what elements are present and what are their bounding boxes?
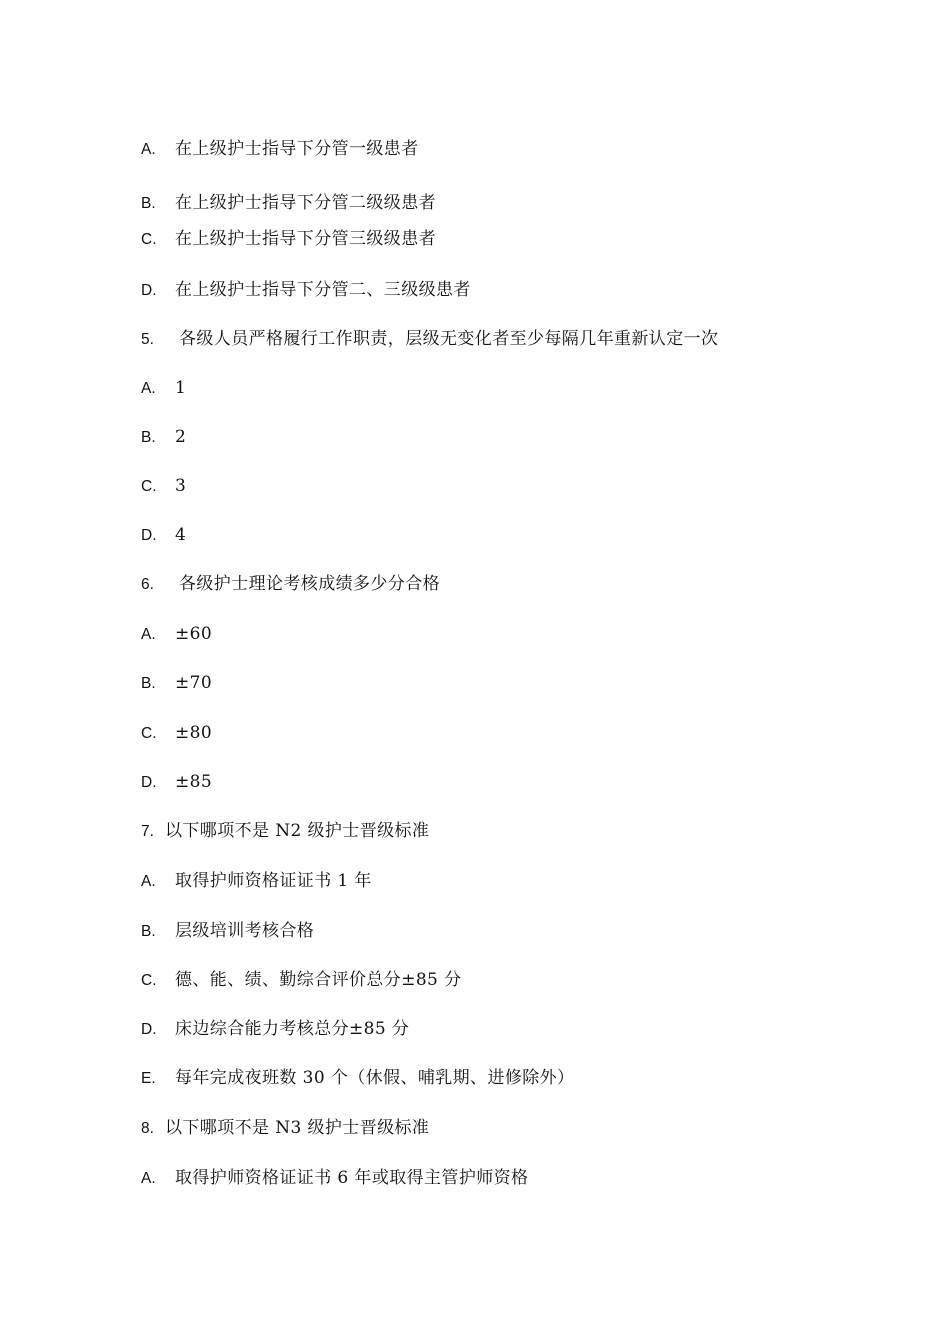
question-number: 5. — [141, 331, 154, 348]
option-line — [141, 279, 471, 301]
option-marker: E. — [141, 1070, 156, 1087]
question-line — [141, 573, 440, 595]
option-marker: C. — [141, 972, 157, 989]
option-marker: B. — [141, 923, 156, 940]
option-marker: A. — [141, 141, 156, 158]
option-line — [141, 138, 419, 160]
question-text: 各级护士理论考核成绩多少分合格 — [179, 574, 440, 594]
option-marker: A. — [141, 873, 156, 890]
question-text: 以下哪项不是 N2 级护士晋级标准 — [165, 821, 430, 841]
option-marker: D. — [141, 774, 157, 791]
option-text: 1 — [175, 378, 187, 398]
option-marker: B. — [141, 429, 156, 446]
option-text: 每年完成夜班数 30 个（休假、哺乳期、进修除外） — [175, 1068, 575, 1088]
option-text: 在上级护士指导下分管二、三级级患者 — [175, 280, 471, 300]
option-line — [141, 475, 186, 497]
option-text: 德、能、绩、勤综合评价总分±85 分 — [175, 970, 462, 990]
option-text: ±85 — [175, 772, 213, 792]
option-text: ±70 — [175, 673, 213, 693]
question-number: 6. — [141, 576, 154, 593]
option-line — [141, 524, 186, 546]
option-text: ±80 — [175, 723, 213, 743]
option-text: ±60 — [175, 624, 213, 644]
option-marker: C. — [141, 231, 157, 248]
option-marker: B. — [141, 675, 156, 692]
option-line — [141, 192, 436, 214]
option-marker: A. — [141, 626, 156, 643]
option-marker: A. — [141, 380, 156, 397]
option-marker: C. — [141, 478, 157, 495]
option-line — [141, 1018, 409, 1040]
question-number: 7. — [141, 823, 154, 840]
option-text: 3 — [175, 476, 187, 496]
option-line — [141, 623, 212, 645]
option-text: 层级培训考核合格 — [175, 921, 315, 941]
question-line — [141, 328, 718, 350]
option-line — [141, 377, 186, 399]
question-line — [141, 820, 429, 842]
option-marker: A. — [141, 1170, 156, 1187]
option-text: 床边综合能力考核总分±85 分 — [175, 1019, 410, 1039]
option-text: 在上级护士指导下分管二级级患者 — [175, 193, 436, 213]
option-line — [141, 228, 436, 250]
option-marker: D. — [141, 282, 157, 299]
option-text: 4 — [175, 525, 187, 545]
option-text: 2 — [175, 427, 187, 447]
option-line — [141, 969, 461, 991]
option-text: 取得护师资格证证书 1 年 — [175, 871, 372, 891]
option-marker: C. — [141, 725, 157, 742]
option-line — [141, 672, 212, 694]
option-line — [141, 870, 372, 892]
option-text: 取得护师资格证证书 6 年或取得主管护师资格 — [175, 1168, 529, 1188]
option-line — [141, 920, 314, 942]
question-text: 各级人员严格履行工作职责，层级无变化者至少每隔几年重新认定一次 — [179, 329, 719, 349]
option-line — [141, 1167, 528, 1189]
question-text: 以下哪项不是 N3 级护士晋级标准 — [165, 1118, 430, 1138]
question-line — [141, 1117, 429, 1139]
option-marker: D. — [141, 1021, 157, 1038]
option-line — [141, 1067, 574, 1089]
option-text: 在上级护士指导下分管一级患者 — [175, 139, 419, 159]
option-line — [141, 771, 212, 793]
option-line — [141, 722, 212, 744]
option-marker: D. — [141, 527, 157, 544]
option-text: 在上级护士指导下分管三级级患者 — [175, 229, 436, 249]
option-marker: B. — [141, 195, 156, 212]
option-line — [141, 426, 186, 448]
question-number: 8. — [141, 1120, 154, 1137]
